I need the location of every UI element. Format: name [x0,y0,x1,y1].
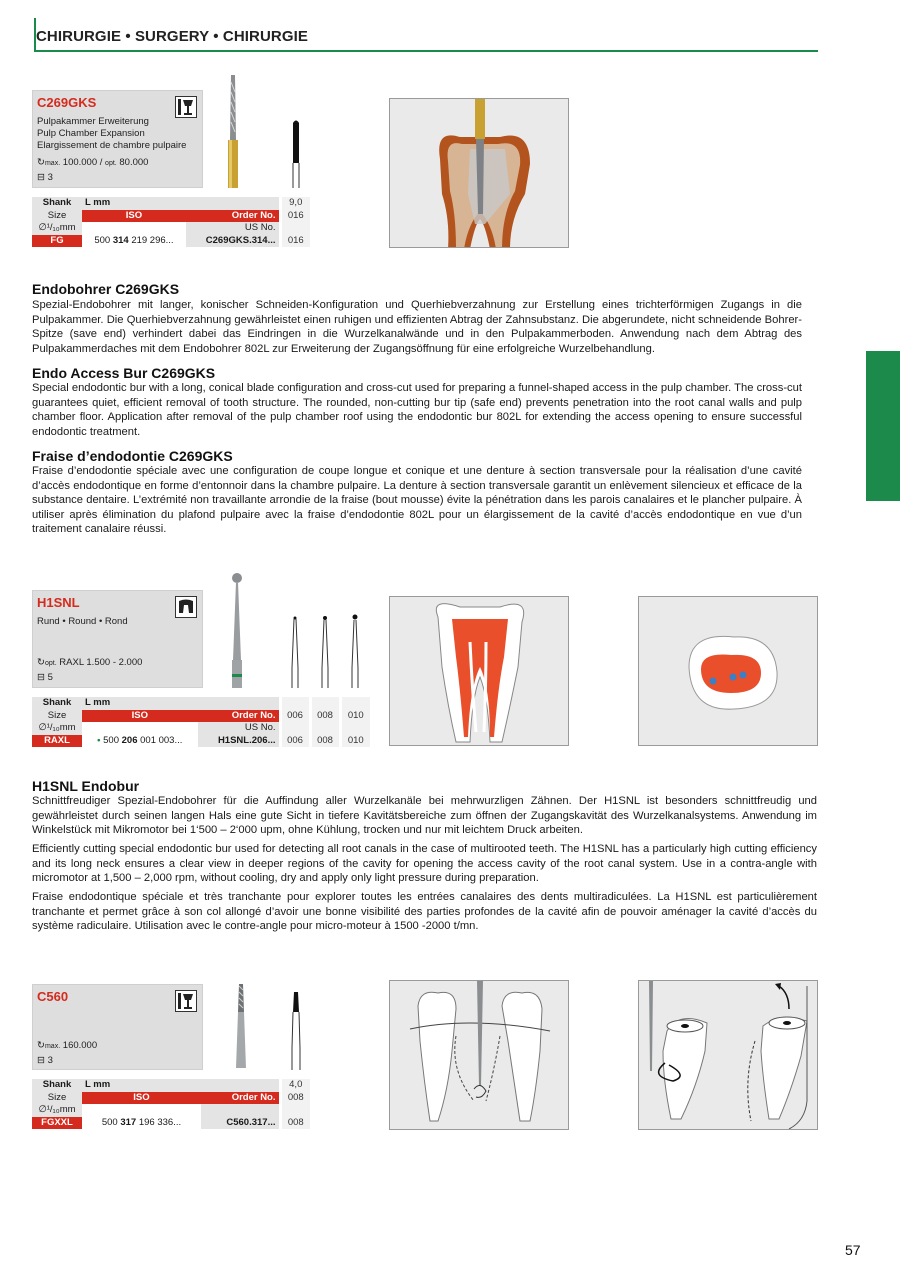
product-card-c269gks [32,90,203,188]
section-title-de: Endobohrer C269GKS [32,281,180,297]
order-header: Order No. [186,210,280,223]
size-value: 010 [340,710,370,723]
section-text-en: Special endodontic bur with a long, conical blade configuration and cross-cut used for preparing a funnel-shaped access in the pulp chamber. The cross-cut guarantees quiet, efficient removal of tooth structure. The rounded, non-cutting bur tip (safe end) prevents penetration into the root canal walls and pulp chamber floor. Application after removal of the pulp chamber roof using the endodontic bur 802L for extending the access opening to ensure successful endodontic treatment. [32,382,802,438]
order-number: C560.317... [201,1117,280,1130]
iso-header: ISO [82,710,198,723]
diameter-label: ∅¹/₁₀mm [32,222,82,235]
shank-label: Shank [32,697,82,710]
section-text-de: Schnittfreudiger Spezial-Endobohrer für die Auffindung aller Wurzelkanäle bei mehrwurzligen Zähnen. Der H1SNL ist besonders schnittfreudig und gewährleistet durch seinen langen Hals eine gute Sicht in tiefere Kavitätsbereiche zum öffnen der Zugangskavität des Wurzelkanalsystems. Anwendung im Winkelstück mit Mikromotor bei 1‘500 – 2‘000 upm, ohne Kühlung, trocken und nur mit leichtem Druck arbeiten. [32,795,817,836]
iso-number: 500 317 196 336... [82,1117,201,1130]
page-number: 57 [845,1242,861,1258]
section-tab-marker [866,351,900,501]
order-size: 008 [310,735,340,748]
illustration-root-rotation [638,980,818,1130]
illustration-tooth-access [389,98,569,248]
shank-label: Shank [32,1079,82,1092]
us-label: US No. [198,722,280,735]
size-value: 016 [280,210,310,223]
section-text-en: Efficiently cutting special endodontic bur used for detecting all root canals in the case of multirooted teeth. The H1SNL has a particularly high cutting efficiency and its long neck ensures a clear view in deeper regions of the cavity for opening the access cavity of the root canal system. Use in a contra-angle with micromotor at 1,500 – 2,000 rpm, without cooling, dry and apply only light pressure during preparation. [32,843,817,884]
illustration-root-separation [389,980,569,1130]
bur-outline-drawings [284,612,364,690]
order-size: 010 [340,735,370,748]
product-card-c560 [32,984,203,1070]
shank-type: RAXL [32,735,82,748]
shank-type: FGXXL [32,1117,82,1130]
shank-label: Shank [32,197,82,210]
size-label: Size [32,210,82,223]
product-desc-en: Pulp Chamber Expansion [37,128,145,139]
product-desc: Rund • Round • Rond [37,616,128,627]
lmm-label: L mm [82,1079,280,1092]
product-desc-de: Pulpakammer Erweiterung [37,116,149,127]
us-label: US No. [186,222,280,235]
order-size: 006 [280,735,310,748]
lmm-value: 4,0 [280,1079,310,1092]
bur-instrument-image [222,570,252,690]
product-code: C269GKS [37,95,97,110]
iso-header: ISO [82,1092,201,1105]
section-text-fr: Fraise d’endodontie spéciale avec une configuration de coupe longue et conique et une denture à section transversale pour la réalisation d’une cavité d’accès endodontique en forme d’entonnoir dans la chambre pulpaire. La denture à section transversale garantit un enlèvement silencieux et efficace de la substance dentaire. L’extrémité non travaillante arrondie de la fraise (bout mousse) évite la pénétration dans les parois canalaires et le plancher pulpaire. À utiliser après élimination du plafond pulpaire avec la fraise d’endodontie 802L pour un élargissement de la cavité d’accès endodontique en vue d’un traitement canalaire réussi. [32,465,802,535]
section-text-de: Spezial-Endobohrer mit langer, konischer Schneiden-Konfiguration und Querhiebverzahnung zur Erstellung eines trichterförmigen Zugangs in die Pulpakammer. Die Querhiebverzahnung gewährleistet einen ruhigen und effizienten Abtrag der Zahnsubstanz. Die abgerundete, nicht schneidende Bohrer-Spitze (save end) verhindert dabei das Eindringen in die Wurzelkanalwände und in den Pulpakammerboden. Anwendung nach dem Abtrag des Pulpakammerdaches mit dem Endobohrer 802L zur Erweiterung der Zugangsöffnung für eine erfolgreiche Wurzelbehandlung. [32,299,802,355]
order-header: Order No. [198,710,280,723]
package-info: ⊟ 3 [37,1055,53,1066]
bur-outline-drawing [284,118,308,190]
iso-header: ISO [82,210,186,223]
order-size: 008 [280,1117,310,1130]
lamp-icon [175,990,197,1012]
order-number: H1SNL.206... [198,735,280,748]
illustration-tooth-cross-section [389,596,569,746]
speed-info: ↻max. 100.000 / opt. 80.000 [37,157,149,168]
spec-table-c560 [32,1079,310,1129]
speed-info: ↻opt. RAXL 1.500 - 2.000 [37,657,143,668]
package-icon: ⊟ [37,172,45,183]
lamp-icon [175,96,197,118]
lmm-value: 9,0 [280,197,310,210]
spec-table-c269gks [32,197,310,247]
diameter-label: ∅¹/₁₀mm [32,722,82,735]
bur-instrument-image [218,70,248,190]
iso-number: 500 314 219 296... [82,235,186,248]
bur-instrument-image [226,982,256,1070]
rotation-icon: ↻ [37,657,45,668]
product-card-h1snl [32,590,203,688]
size-label: Size [32,1092,82,1105]
package-icon: ⊟ [37,672,45,683]
order-number: C269GKS.314... [186,235,280,248]
order-header: Order No. [201,1092,280,1105]
lmm-label: L mm [82,197,280,210]
spec-table-h1snl [32,697,370,747]
bur-outline-drawing [284,990,308,1072]
lmm-label: L mm [82,697,280,710]
size-value: 006 [280,710,310,723]
size-label: Size [32,710,82,723]
size-value: 008 [310,710,340,723]
section-text-fr: Fraise endodontique spéciale et très tranchante pour explorer toutes les entrées canalaires des dents multiradiculées. La H1SNL est particulièrement tranchante et permet grâce à son col allongé d’avoir une bonne visibilité des parties profondes de la cavité afin de pouvoir aménager la cavité d’accès du système radiculaire. Utilisation avec le contre-angle pour micro-moteur à 1500 -2000 t/mn. [32,891,817,932]
rotation-icon: ↻ [37,1040,45,1051]
section-title: H1SNL Endobur [32,778,140,794]
size-value: 008 [280,1092,310,1105]
diameter-label: ∅¹/₁₀mm [32,1104,82,1117]
tooth-icon [175,596,197,618]
package-icon: ⊟ [37,1055,45,1066]
page-header-title: CHIRURGIE • SURGERY • CHIRURGIE [36,28,308,45]
iso-number: • 500 206 001 003... [82,735,198,748]
product-desc-fr: Elargissement de chambre pulpaire [37,140,187,151]
section-title-en: Endo Access Bur C269GKS [32,365,216,381]
package-info: ⊟ 3 [37,172,53,183]
rotation-icon: ↻ [37,157,45,168]
header-rule [34,50,818,52]
speed-info: ↻max. 160.000 [37,1040,98,1051]
section-title-fr: Fraise d’endodontie C269GKS [32,448,233,464]
illustration-occlusal-view [638,596,818,746]
shank-type: FG [32,235,82,248]
order-size: 016 [280,235,310,248]
product-code: H1SNL [37,595,80,610]
product-code: C560 [37,989,69,1004]
package-info: ⊟ 5 [37,672,53,683]
